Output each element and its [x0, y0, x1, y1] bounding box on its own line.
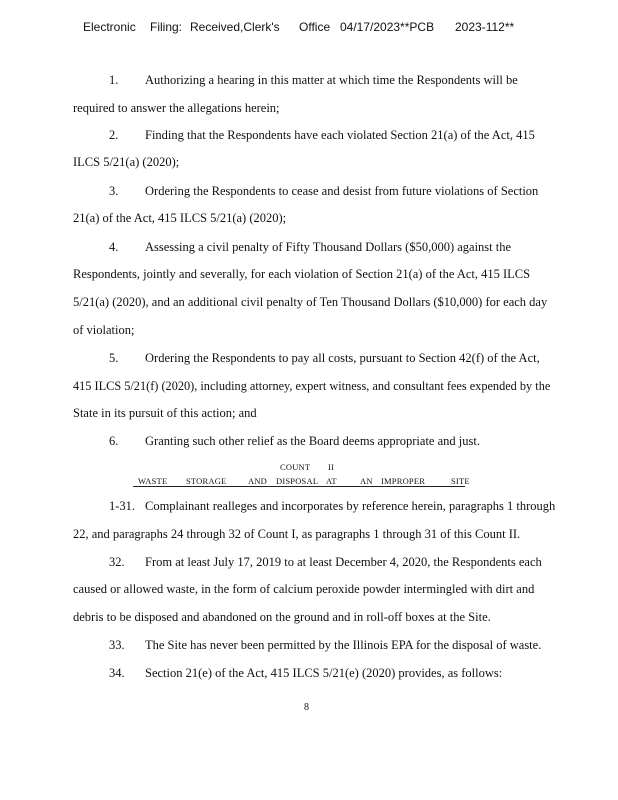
prayer-line: ILCS 5/21(a) (2020);: [73, 155, 180, 169]
count-title-word: AT: [326, 476, 337, 486]
count-numeral: II: [328, 462, 335, 472]
header-date: 04/17/2023**PCB: [340, 20, 435, 34]
allegation-line: From at least July 17, 2019 to at least December 4, 2020, the Respondents each: [145, 555, 542, 569]
allegation-number: 1-31.: [109, 499, 136, 513]
prayer-number: 4.: [109, 240, 119, 254]
count-title-word: IMPROPER: [381, 476, 426, 486]
header-filing: Filing:: [150, 20, 183, 34]
prayer-number: 6.: [109, 434, 119, 448]
prayer-line: 5/21(a) (2020), and an additional civil penalty of Ten Thousand Dollars ($10,000) for each day: [73, 295, 548, 309]
prayer-number: 3.: [109, 184, 119, 198]
header-received: Received,Clerk's: [190, 20, 280, 34]
prayer-line: Ordering the Respondents to pay all costs, pursuant to Section 42(f) of the Act,: [145, 351, 540, 365]
allegation-line: 22, and paragraphs 24 through 32 of Count I, as paragraphs 1 through 31 of this Count II.: [73, 527, 521, 541]
prayer-line: State in its pursuit of this action; and: [73, 406, 257, 420]
count-title-word: WASTE: [138, 476, 168, 486]
count-word: COUNT: [280, 462, 311, 472]
prayer-number: 2.: [109, 128, 119, 142]
count-heading-underline: [133, 486, 465, 487]
prayer-line: of violation;: [73, 323, 135, 337]
allegation-number: 32.: [109, 555, 125, 569]
prayer-number: 5.: [109, 351, 119, 365]
prayer-line: Finding that the Respondents have each violated Section 21(a) of the Act, 415: [145, 128, 535, 142]
prayer-line: 415 ILCS 5/21(f) (2020), including attorney, expert witness, and consultant fees expended by the: [73, 379, 551, 393]
allegation-line: Section 21(e) of the Act, 415 ILCS 5/21(e) (2020) provides, as follows:: [145, 666, 503, 680]
allegation-line: Complainant realleges and incorporates by reference herein, paragraphs 1 through: [145, 499, 556, 513]
count-title-word: AND: [248, 476, 268, 486]
allegation-number: 34.: [109, 666, 125, 680]
allegation-line: The Site has never been permitted by the Illinois EPA for the disposal of waste.: [145, 638, 542, 652]
prayer-number: 1.: [109, 73, 119, 87]
count-title-word: AN: [360, 476, 373, 486]
header-office: Office: [299, 20, 331, 34]
prayer-line: 21(a) of the Act, 415 ILCS 5/21(a) (2020);: [73, 211, 287, 225]
allegation-number: 33.: [109, 638, 125, 652]
prayer-line: required to answer the allegations herein;: [73, 101, 280, 115]
prayer-line: Assessing a civil penalty of Fifty Thousand Dollars ($50,000) against the: [145, 240, 512, 254]
prayer-line: Granting such other relief as the Board deems appropriate and just.: [145, 434, 480, 448]
count-title-word: SITE: [451, 476, 470, 486]
prayer-line: Authorizing a hearing in this matter at which time the Respondents will be: [145, 73, 518, 87]
prayer-line: Ordering the Respondents to cease and desist from future violations of Section: [145, 184, 539, 198]
prayer-line: Respondents, jointly and severally, for each violation of Section 21(a) of the Act, 415 ILCS: [73, 267, 531, 281]
allegation-line: debris to be disposed and abandoned on the ground and in roll-off boxes at the Site.: [73, 610, 491, 624]
allegation-line: caused or allowed waste, in the form of calcium peroxide powder intermingled with dirt and: [73, 582, 535, 596]
page-number: 8: [304, 702, 309, 713]
filing-header: [0, 20, 618, 36]
count-title-word: STORAGE: [186, 476, 227, 486]
count-title-word: DISPOSAL: [276, 476, 319, 486]
header-electronic: Electronic: [83, 20, 136, 34]
header-case: 2023-112**: [455, 20, 515, 34]
